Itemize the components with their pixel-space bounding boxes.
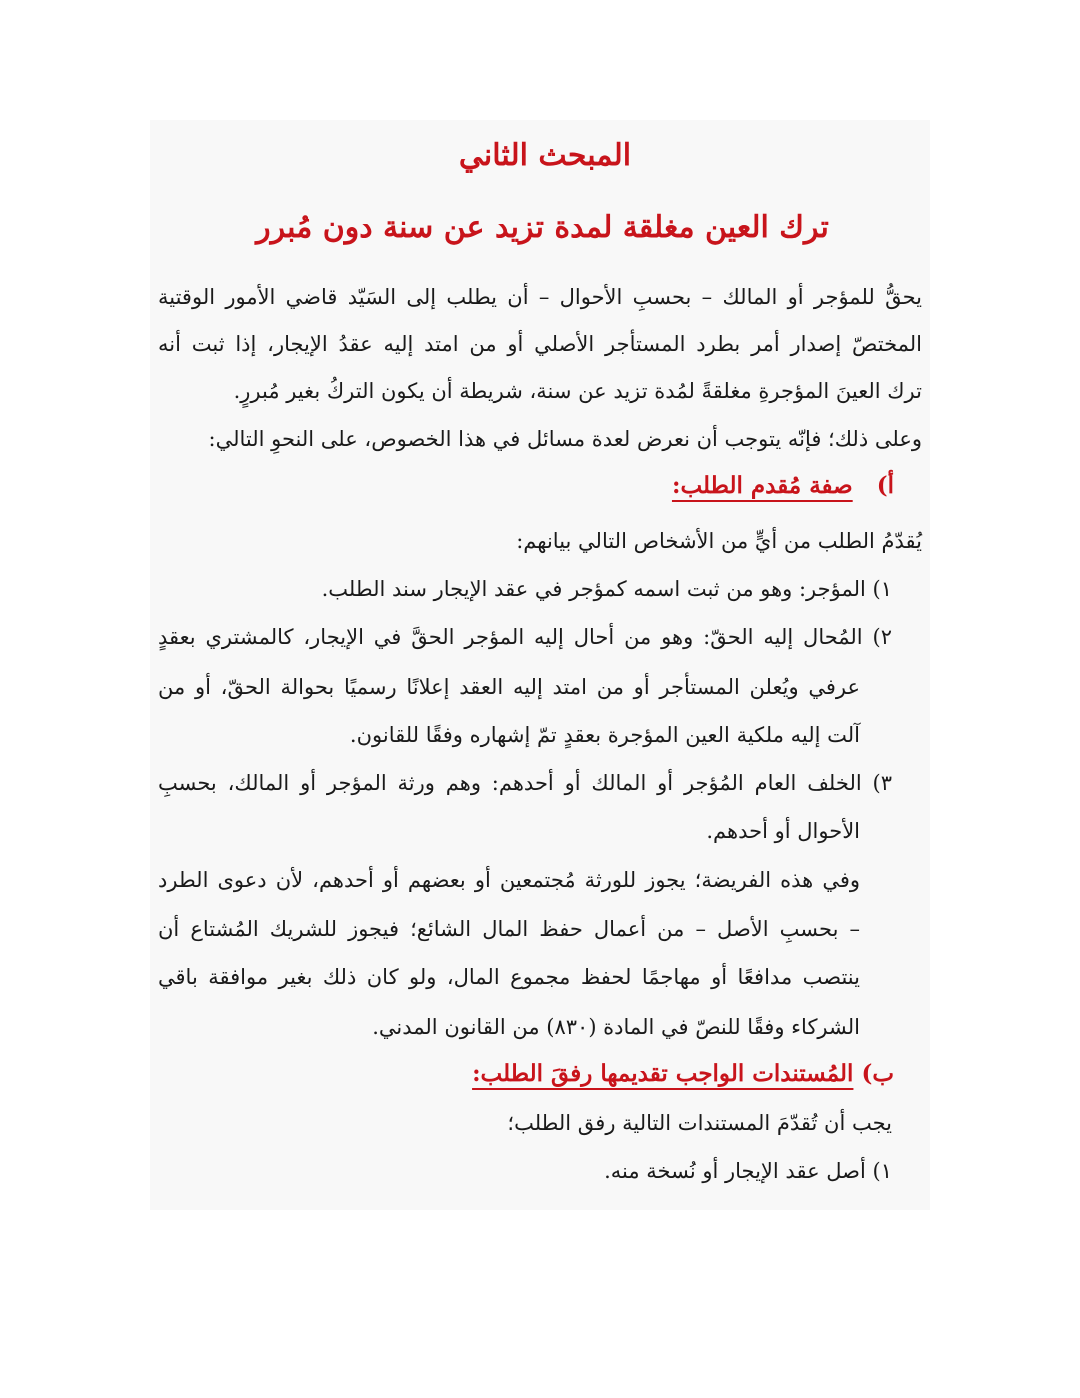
intro-line-1: يحقُّ للمؤجر أو المالك – بحسبِ الأحوال – أن يطلب إلى السَيّد قاضي الأمور الوقتية: [158, 285, 922, 309]
section-a-intro: يُقدّمُ الطلب من أيٍّ من الأشخاص التالي بيانهم:: [516, 529, 922, 553]
section-a-title: صفة مُقدم الطلب:: [671, 472, 853, 499]
page-subheading-text: ترك العين مغلقة لمدة تزيد عن سنة دون مُبرر: [256, 210, 829, 245]
section-a-item-1: ١) المؤجر: وهو من ثبت اسمه كمؤجر في عقد الإيجار سند الطلب.: [321, 577, 892, 601]
section-a-item-3-line-2: الأحوال أو أحدهم.: [706, 819, 860, 843]
intro-line-4: وعلى ذلك؛ فإنّه يتوجب أن نعرض لعدة مسائل في هذا الخصوص، على النحوِ التالي:: [208, 427, 922, 451]
intro-line-3: ترك العينَ المؤجرةِ مغلقةً لمُدة تزيد عن سنة، شريطة أن يكون التركُ بغير مُبررٍ.: [233, 379, 922, 403]
section-a-item-3-line-1: ٣) الخلف العام المُؤجر أو المالك أو أحدهم: وهم ورثة المؤجر أو المالك، بحسبِ: [158, 771, 892, 795]
section-a-note-line-3: ينتصب مدافعًا أو مهاجمًا لحفظ مجموع المال، ولو كان ذلك بغير موافقة باقي: [158, 965, 860, 989]
intro-line-2: المختصّ إصدار أمر بطرد المستأجر الأصلي أو من امتد إليه عقدُ الإيجار، إذا ثبت أنه: [158, 332, 922, 356]
section-a-note-line-4: الشركاء وفقًا للنصّ في المادة (٨٣٠) من القانون المدني.: [372, 1015, 860, 1039]
page-heading-text: المبحث الثاني: [458, 138, 632, 173]
section-a-note-line-2: – بحسبِ الأصل – من أعمال حفظ المال الشائع؛ فيجوز للشريك المُشتاع أن: [158, 917, 860, 941]
section-a-marker: أ): [876, 472, 894, 499]
section-a-item-2-line-3: آلت إليه ملكية العين المؤجرة بعقدٍ تمّ إشهاره وفقًا للقانون.: [349, 723, 860, 747]
section-b-heading: [472, 1060, 894, 1087]
page-subheading: [0, 210, 1080, 245]
section-a-item-2-line-2: عرفي ويُعلن المستأجر أو من امتد إليه العقد إعلانًا رسميًا بحوالة الحقّ، أو من: [158, 675, 860, 699]
section-a-heading: [672, 472, 894, 499]
section-b-item-1: ١) أصل عقد الإيجار أو نُسخة منه.: [604, 1159, 892, 1183]
section-a-item-2-line-1: ٢) المُحال إليه الحقّ: وهو من أحال إليه المؤجر الحقَّ في الإيجار، كالمشتري بعقدٍ: [158, 625, 892, 649]
section-a-note-line-1: وفي هذه الفريضة؛ يجوز للورثة مُجتمعين أو بعضهم أو أحدهم، لأن دعوى الطرد: [158, 868, 860, 892]
page-heading: [0, 138, 1080, 173]
section-b-marker: ب): [861, 1060, 894, 1087]
section-b-title: المُستندات الواجب تقديمها رفقَ الطلب:: [472, 1060, 854, 1087]
section-b-intro: يجب أن تُقدّمَ المستندات التالية رفق الطلب؛: [507, 1111, 892, 1135]
